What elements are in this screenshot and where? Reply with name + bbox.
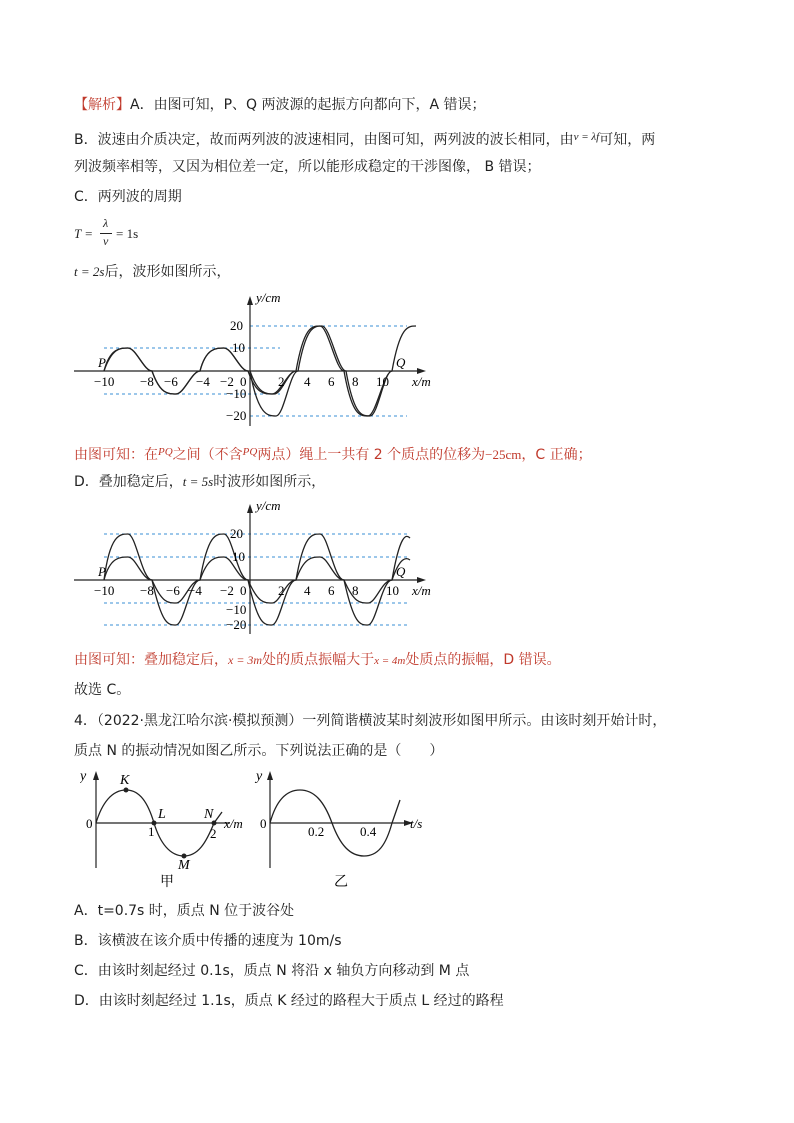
xtick-neg4: −4: [196, 374, 210, 389]
question-stem-line2: 质点 N 的振动情况如图乙所示。下列说法正确的是（ ）: [74, 743, 444, 759]
period-denominator: v: [103, 234, 109, 248]
option-c[interactable]: C．由该时刻起经过 0.1s，质点 N 将沿 x 轴负方向移动到 M 点: [74, 963, 470, 979]
period-formula: [74, 216, 154, 256]
origin-label: 0: [260, 816, 267, 831]
option-b[interactable]: B．该横波在该介质中传播的速度为 10m/s: [74, 933, 342, 949]
y-axis-label: y: [80, 769, 87, 784]
analysis-line-a: [74, 95, 486, 115]
xtick-4: 4: [304, 374, 311, 389]
point-m-label: M: [178, 858, 190, 873]
ytick-neg20: −20: [226, 408, 247, 423]
ytick-neg10: −10: [226, 602, 247, 617]
x-axis-label: x/m: [224, 816, 243, 831]
analysis-line-t2: [74, 262, 230, 282]
xtick-neg4: −4: [188, 583, 202, 598]
y-axis-label: y: [256, 769, 263, 784]
d-conclusion-pre: 由图可知：叠加稳定后，: [74, 652, 228, 668]
figure-yi-vibration: [252, 768, 437, 893]
d-head-pre: D．叠加稳定后，: [74, 474, 183, 490]
wave-graph-t5: [70, 498, 440, 638]
d-conclusion-post: 处质点的振幅，D 错误。: [405, 652, 561, 668]
displacement-value: −25cm: [485, 447, 522, 462]
ttick-0-2: 0.2: [308, 824, 325, 839]
xtick-8: 8: [352, 374, 359, 389]
ytick-neg20: −20: [226, 617, 247, 632]
pq-label-2: PQ: [242, 446, 258, 458]
analysis-line-d-conclusion: [74, 650, 561, 671]
point-l-label: L: [158, 807, 166, 822]
c-conclusion-mid2: 两点）绳上一共有 2 个质点的位移为: [257, 447, 486, 463]
c-conclusion-pre: 由图可知：在: [74, 447, 158, 463]
option-b-analysis-text: B．波速由介质决定，故而两列波的波速相同，由图可知，两列波的波长相同，由: [74, 132, 574, 148]
answer-line: 故选 C。: [74, 682, 131, 698]
xtick-neg8: −8: [140, 583, 154, 598]
point-k-dot: [124, 788, 129, 793]
pq-label-1: PQ: [158, 446, 173, 458]
ytick-neg10: −10: [226, 386, 247, 401]
xtick-2: 2: [278, 583, 285, 598]
t5-formula: t = 5s: [182, 474, 214, 489]
y-axis-arrow-icon: [93, 771, 99, 780]
option-a[interactable]: A．t=0.7s 时，质点 N 位于波谷处: [74, 903, 295, 919]
xtick-0: 0: [240, 374, 247, 389]
xtick-1: 1: [148, 824, 155, 839]
point-n-label: N: [204, 807, 214, 822]
analysis-line-c-conclusion: [74, 442, 592, 465]
xtick-neg6: −6: [166, 583, 180, 598]
xtick-6: 6: [328, 374, 335, 389]
analysis-line-b2: 列波频率相等，又因为相位差一定，所以能形成稳定的干涉图像， B 错误；: [74, 159, 541, 175]
ytick-20: 20: [230, 318, 243, 333]
point-q-label: Q: [396, 564, 406, 579]
ttick-0-4: 0.4: [360, 824, 377, 839]
y-axis-arrow-icon: [267, 771, 273, 780]
ytick-10: 10: [232, 549, 245, 564]
analysis-line-d-head: [74, 472, 325, 492]
ytick-20: 20: [230, 526, 243, 541]
xtick-6: 6: [328, 583, 335, 598]
xtick-4: 4: [304, 583, 311, 598]
point-k-label: K: [120, 773, 130, 788]
xtick-0: 0: [240, 583, 247, 598]
figure-jia-waveform: [80, 768, 260, 893]
x-axis-label: x/m: [412, 374, 431, 389]
x4-formula: x = 4m: [374, 655, 406, 667]
xtick-neg2: −2: [220, 374, 234, 389]
xtick-neg2: −2: [220, 583, 234, 598]
xtick-10: 10: [376, 374, 389, 389]
xtick-neg6: −6: [164, 374, 178, 389]
xtick-2: 2: [210, 826, 217, 841]
analysis-line-c-head: C．两列波的周期: [74, 189, 182, 205]
y-axis-arrow-icon: [247, 296, 253, 305]
t-axis-label: t/s: [410, 816, 423, 831]
xtick-neg8: −8: [140, 374, 154, 389]
y-axis-label: y/cm: [256, 290, 281, 305]
figure-yi-caption: 乙: [334, 875, 348, 890]
point-q-label: Q: [396, 355, 406, 370]
y-axis-label: y/cm: [256, 498, 281, 513]
xtick-8: 8: [352, 583, 359, 598]
xtick-2: 2: [278, 374, 285, 389]
ytick-10: 10: [232, 340, 245, 355]
point-p-label: P: [98, 355, 106, 370]
t2-formula: t = 2s: [74, 264, 105, 279]
xtick-10: 10: [386, 583, 399, 598]
xtick-neg10: −10: [94, 583, 115, 598]
option-b-analysis-post: 可知，两: [599, 132, 656, 148]
origin-label: 0: [86, 816, 93, 831]
figure-jia-caption: 甲: [160, 875, 174, 890]
period-numerator: λ: [103, 216, 109, 230]
xtick-neg10: −10: [94, 374, 115, 389]
formula-v-lambda-f: v = λf: [573, 131, 600, 143]
t2-text: 后，波形如图所示，: [104, 264, 231, 280]
c-conclusion-mid: 之间（不含: [172, 447, 243, 463]
analysis-line-b1: [74, 127, 655, 150]
x3-formula: x = 3m: [228, 653, 263, 667]
c-conclusion-post: ，C 正确；: [521, 447, 592, 463]
period-T: T =: [74, 226, 94, 241]
option-a-analysis: A．由图可知，P、Q 两波源的起振方向都向下，A 错误；: [130, 97, 486, 113]
point-p-label: P: [98, 564, 106, 579]
d-head-post: 时波形如图所示，: [213, 474, 326, 490]
x-axis-label: x/m: [412, 583, 431, 598]
y-axis-arrow-icon: [247, 504, 253, 513]
analysis-tag: 【解析】: [74, 97, 130, 113]
wave-graph-t2: [70, 290, 440, 430]
option-d[interactable]: D．由该时刻起经过 1.1s，质点 K 经过的路程大于质点 L 经过的路程: [74, 993, 504, 1009]
question-stem-line1: 4．（2022·黑龙江哈尔滨·模拟预测）一列简谐横波某时刻波形如图甲所示。由该时刻开始计时，: [74, 713, 667, 729]
period-value: = 1s: [116, 226, 139, 241]
d-conclusion-mid: 处的质点振幅大于: [262, 652, 375, 668]
